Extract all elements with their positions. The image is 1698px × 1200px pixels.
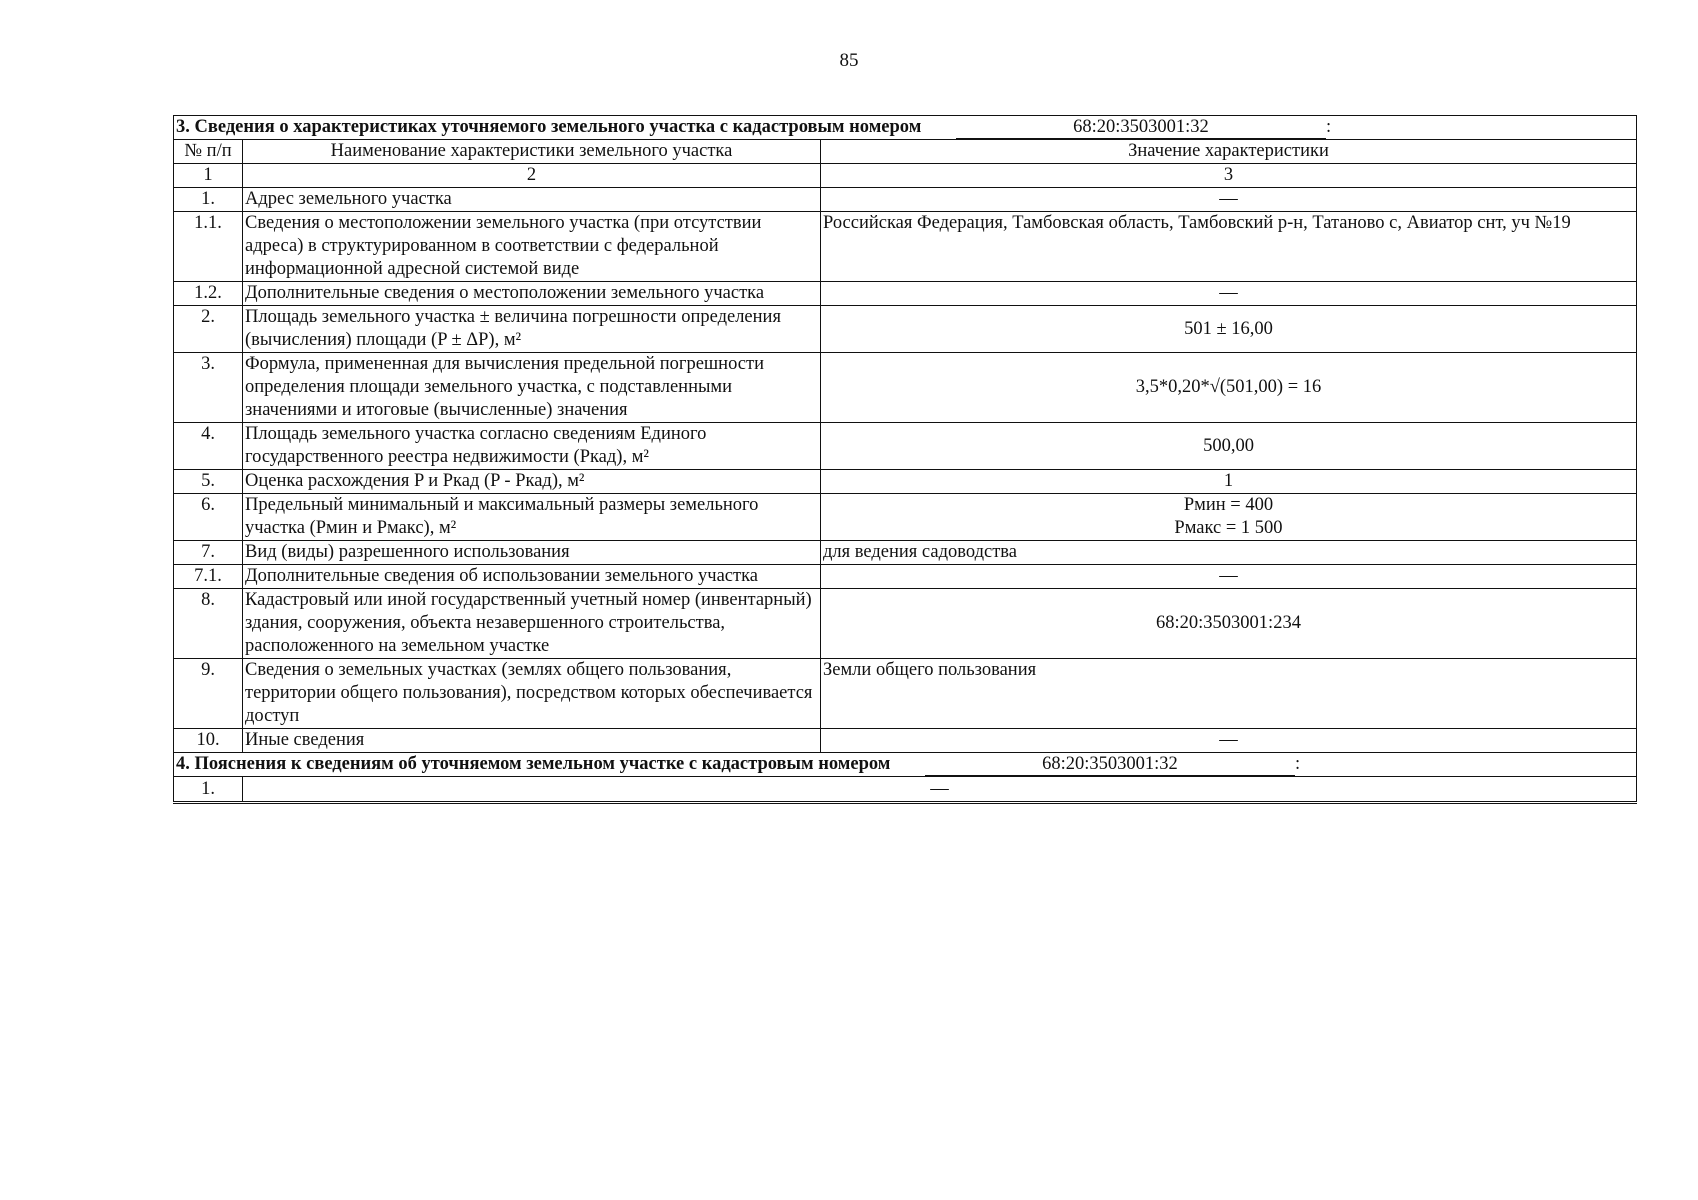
row-num: 6. [174,494,243,541]
section3-title: 3. Сведения о характеристиках уточняемого земельного участка с кадастровым номером [176,117,922,137]
row-name: Иные сведения [243,729,821,753]
table-row [174,188,1637,212]
table-row [174,589,1637,659]
row-value-min: Pмин = 400 [1183,495,1274,515]
row-num: 10. [174,729,243,753]
table-row [174,565,1637,589]
row-name: Дополнительные сведения о местоположении земельного участка [243,282,821,306]
table-row [174,353,1637,423]
section3-title-cell [174,116,1637,140]
row-num: 1.2. [174,282,243,306]
section4-header-row [174,753,1637,777]
index-1: 1 [174,164,243,188]
row-num: 4. [174,423,243,470]
table-row [174,212,1637,282]
header-num: № п/п [174,140,243,164]
row-name: Сведения о местоположении земельного участка (при отсутствии адреса) в структурированном в соответствии с федеральной информационной адресной системой виде [243,212,821,282]
row-value: 68:20:3503001:234 [821,589,1637,659]
row-value: для ведения садоводства [821,541,1637,565]
table-row [174,729,1637,753]
row-value: — [821,188,1637,212]
row-value: 1 [821,470,1637,494]
row-name: Кадастровый или иной государственный учетный номер (инвентарный) здания, сооружения, объекта незавершенного строительства, расположенного на земельном участке [243,589,821,659]
section3-header-row [174,116,1637,140]
row-value: Земли общего пользования [821,659,1637,729]
row-name: Площадь земельного участка ± величина погрешности определения (вычисления) площади (P ± ΔP), м² [243,306,821,353]
header-name: Наименование характеристики земельного участка [243,140,821,164]
row-value-max: Pмакс = 1 500 [1174,518,1283,538]
table-row [174,659,1637,729]
row-value: 3,5*0,20*√(501,00) = 16 [821,353,1637,423]
row-num: 2. [174,306,243,353]
row-name: Дополнительные сведения об использовании земельного участка [243,565,821,589]
row-num: 7.1. [174,565,243,589]
section4-title: 4. Пояснения к сведениям об уточняемом земельном участке с кадастровым номером [176,754,891,774]
row-name: Оценка расхождения P и Pкад (P - Pкад), м² [243,470,821,494]
row-num: 7. [174,541,243,565]
row-value: Российская Федерация, Тамбовская область, Тамбовский р-н, Татаново с, Авиатор снт, уч №19 [821,212,1637,282]
row-num: 9. [174,659,243,729]
row-value: — [821,282,1637,306]
row-value: 500,00 [821,423,1637,470]
page-number: 85 [839,50,859,71]
table-row [174,423,1637,470]
index-3: 3 [821,164,1637,188]
row-value: — [821,565,1637,589]
row-name: Сведения о земельных участках (землях общего пользования, территории общего пользования), посредством которых обеспечивается доступ [243,659,821,729]
table-row [174,282,1637,306]
section3-colon: : [1325,117,1332,137]
row-name: Формула, примененная для вычисления предельной погрешности определения площади земельного участка, с подставленными значениями и итоговые (вычисленные) значения [243,353,821,423]
row-num: 1. [174,777,243,803]
table-row [174,306,1637,353]
table-row [174,541,1637,565]
section4-cadastral-number: 68:20:3503001:32 [925,754,1295,776]
table-row [174,777,1637,803]
row-value: — [243,777,1637,803]
row-value: 501 ± 16,00 [821,306,1637,353]
column-index-row [174,164,1637,188]
row-num: 5. [174,470,243,494]
index-2: 2 [243,164,821,188]
parcel-characteristics-table [173,115,1637,804]
row-num: 8. [174,589,243,659]
row-value [821,494,1637,541]
header-value: Значение характеристики [821,140,1637,164]
column-header-row [174,140,1637,164]
row-name: Адрес земельного участка [243,188,821,212]
section3-cadastral-number: 68:20:3503001:32 [956,117,1326,139]
row-name: Предельный минимальный и максимальный размеры земельного участка (Pмин и Pмакс), м² [243,494,821,541]
row-value: — [821,729,1637,753]
row-num: 1.1. [174,212,243,282]
row-name: Площадь земельного участка согласно сведениям Единого государственного реестра недвижимости (Pкад), м² [243,423,821,470]
table-row [174,470,1637,494]
row-num: 3. [174,353,243,423]
row-name: Вид (виды) разрешенного использования [243,541,821,565]
table-row [174,494,1637,541]
section4-title-cell [174,753,1637,777]
row-num: 1. [174,188,243,212]
section4-colon: : [1294,754,1301,774]
